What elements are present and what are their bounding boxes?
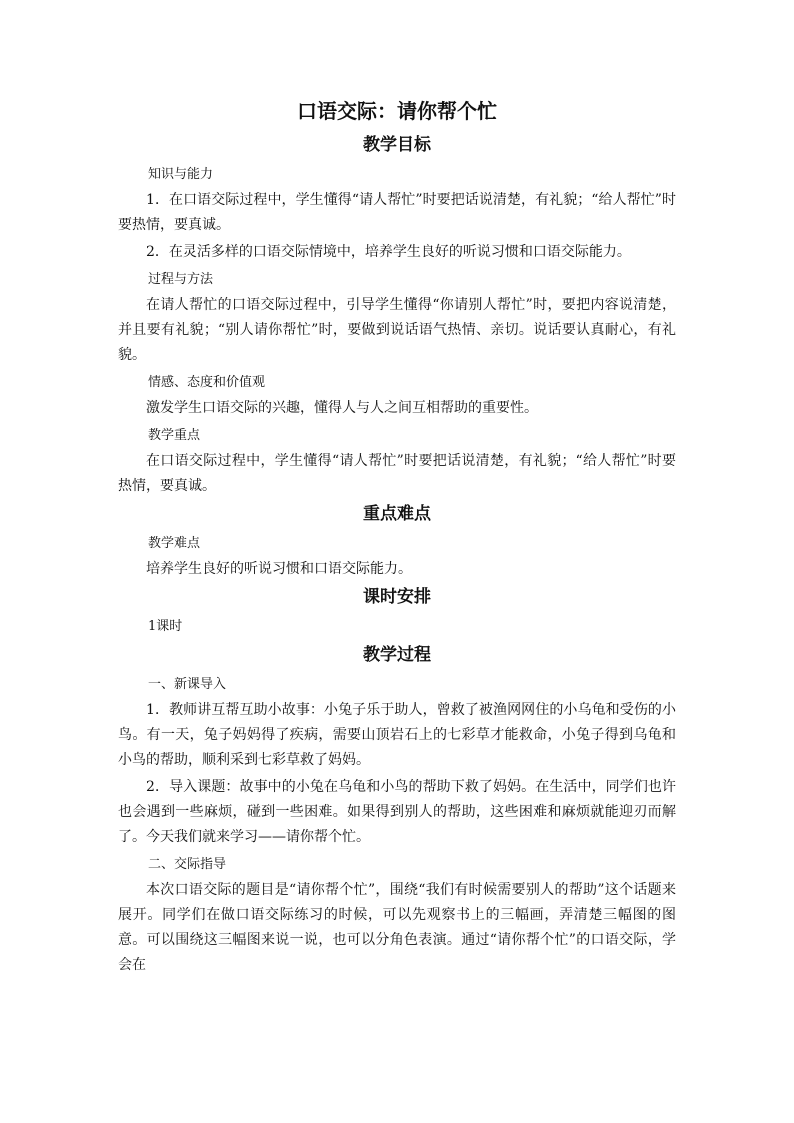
paragraph-intro-2: 2．导入课题：故事中的小兔在乌龟和小鸟的帮助下救了妈妈。在生活中，同学们也许也会遇到一些麻烦，碰到一些困难。如果得到别人的帮助，这些困难和麻烦就能迎刃而解了。今天我们就来学习——请你帮个忙。 — [118, 779, 676, 845]
label-process: 过程与方法 — [148, 272, 214, 287]
document-content — [118, 98, 676, 980]
label-intro: 一、新课导入 — [148, 677, 227, 692]
document-title: 口语交际：请你帮个忙 — [297, 99, 497, 123]
paragraph-knowledge-1: 1．在口语交际过程中，学生懂得“请人帮忙”时要把话说清楚，有礼貌；“给人帮忙”时要热情，要真诚。 — [118, 192, 676, 233]
label-difficulty: 教学难点 — [148, 536, 201, 551]
paragraph-emotion: 激发学生口语交际的兴趣，懂得人与人之间互相帮助的重要性。 — [146, 400, 538, 416]
label-emotion: 情感、态度和价值观 — [148, 375, 266, 390]
paragraph-process: 在请人帮忙的口语交际过程中，引导学生懂得“你请别人帮忙”时，要把内容说清楚，并且要有礼貌；“别人请你帮忙”时，要做到说话语气热情、亲切。说话要认真耐心，有礼貌。 — [118, 297, 676, 363]
paragraph-guide: 本次口语交际的题目是“请你帮个忙”，围绕“我们有时候需要别人的帮助”这个话题来展开。同学们在做口语交际练习的时候，可以先观察书上的三幅画，弄清楚三幅图的图意。可以围绕这三幅图来说一说，也可以分角色表演。通过“请你帮个忙”的口语交际，学会在 — [118, 882, 676, 973]
label-focus: 教学重点 — [148, 428, 201, 443]
heading-keypoints: 重点难点 — [363, 504, 431, 524]
paragraph-intro-1: 1．教师讲互帮互助小故事：小兔子乐于助人，曾救了被渔网网住的小乌龟和受伤的小鸟。有一天，兔子妈妈得了疾病，需要山顶岩石上的七彩草才能救命，小兔子得到乌龟和小鸟的帮助，顺利采到七彩草救了妈妈。 — [118, 702, 676, 768]
paragraph-knowledge-2: 2．在灵活多样的口语交际情境中，培养学生良好的听说习惯和口语交际能力。 — [146, 244, 631, 260]
heading-procedure: 教学过程 — [363, 645, 431, 665]
label-knowledge: 知识与能力 — [148, 167, 214, 182]
paragraph-difficulty: 培养学生良好的听说习惯和口语交际能力。 — [146, 561, 412, 577]
label-guide: 二、交际指导 — [148, 857, 227, 872]
paragraph-focus: 在口语交际过程中，学生懂得“请人帮忙”时要把话说清楚，有礼貌；“给人帮忙”时要热情，要真诚。 — [118, 453, 676, 494]
schedule-value: 1课时 — [148, 619, 183, 634]
heading-objectives: 教学目标 — [363, 135, 431, 155]
heading-schedule: 课时安排 — [363, 587, 431, 607]
